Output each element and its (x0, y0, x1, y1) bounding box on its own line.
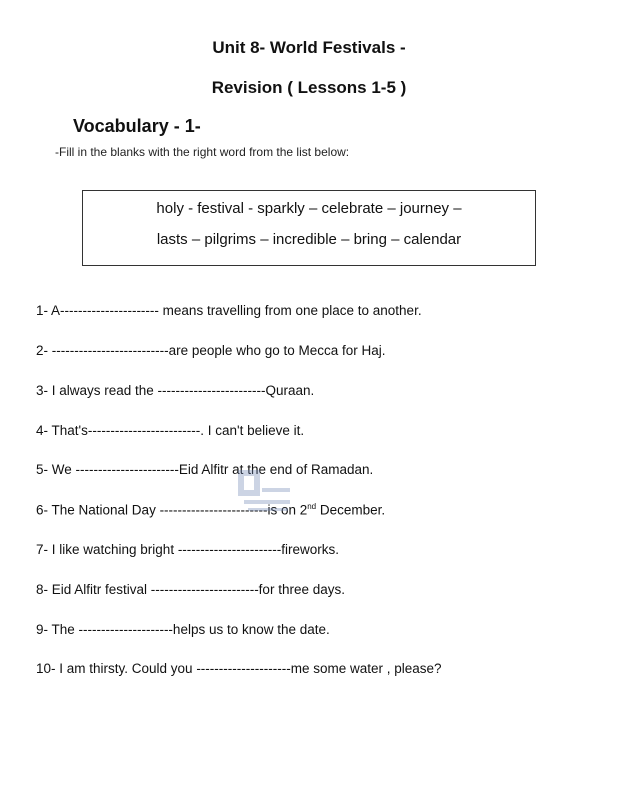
title-line-1: Unit 8- World Festivals - (212, 38, 406, 57)
question-10: 10- I am thirsty. Could you ---------------------me some water , please? (36, 661, 442, 676)
question-1: 1- A---------------------- means travelling from one place to another. (36, 303, 422, 318)
watermark-logo (234, 466, 292, 516)
word-list-line-1: holy - festival - sparkly – celebrate – journey – (156, 200, 462, 217)
question-6-tail: December. (316, 502, 386, 518)
question-3: 3- I always read the ------------------------Quraan. (36, 383, 315, 398)
question-4: 4- That's-------------------------. I can't believe it. (36, 423, 305, 438)
question-2: 2- --------------------------are people who go to Mecca for Haj. (36, 343, 386, 358)
question-8: 8- Eid Alfitr festival ------------------------for three days. (36, 582, 345, 597)
question-5: 5- We -----------------------Eid Alfitr at the end of Ramadan. (36, 462, 374, 477)
title-line-2: Revision ( Lessons 1-5 ) (211, 78, 407, 97)
instruction-text: -Fill in the blanks with the right word from the list below: (55, 145, 350, 159)
question-9: 9- The ---------------------helps us to know the date. (36, 622, 330, 637)
question-6 (36, 502, 385, 518)
question-6-superscript: nd (307, 502, 317, 511)
question-7: 7- I like watching bright -----------------------fireworks. (36, 542, 339, 557)
word-list-line-2: lasts – pilgrims – incredible – bring – calendar (156, 231, 462, 248)
vocabulary-heading: Vocabulary - 1- (73, 116, 201, 136)
word-list-box (82, 190, 536, 266)
question-6-text: 6- The National Day ------------------------is on 2 (36, 502, 308, 518)
